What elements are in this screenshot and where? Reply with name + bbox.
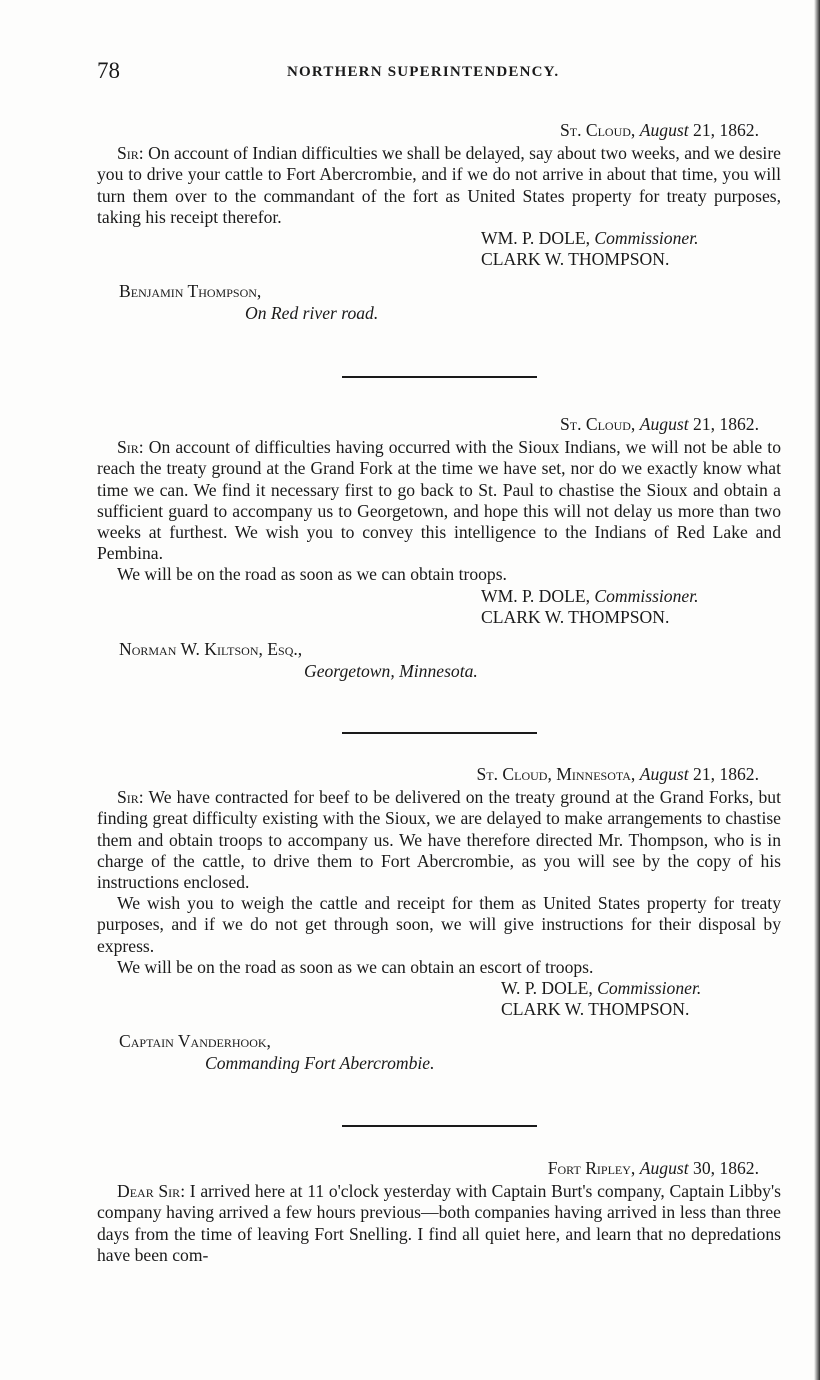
dateline: St. Cloud, Minnesota, August 21, 1862. [476, 764, 759, 784]
addressee-name: Benjamin Thompson, [119, 281, 262, 302]
page-number: 78 [97, 58, 120, 83]
addressee-place: Commanding Fort Abercrombie. [205, 1053, 435, 1074]
salutation: Dear Sir [117, 1181, 181, 1202]
paragraph: Dear Sir: I arrived here at 11 o'clock yesterday with Captain Burt's company, Captain Libby's company having arrived a few hours previous—both companies having arrived in less than three days from the time of leaving Fort Snelling. I find all quiet here, and learn that no depredations have been com- [97, 1181, 781, 1265]
addressee-place: On Red river road. [245, 303, 379, 324]
letter-body [97, 437, 781, 585]
addressee [97, 1030, 781, 1074]
section-divider [342, 732, 537, 734]
letter-body [97, 1181, 781, 1266]
salutation: Sir [117, 437, 139, 458]
signature: W. P. DOLE, Commissioner. [501, 978, 702, 999]
signature: WM. P. DOLE, Commissioner. [481, 585, 699, 606]
page-edge [814, 0, 820, 1380]
letter-1 [97, 120, 781, 324]
letter-3 [97, 764, 781, 1074]
signature: CLARK W. THOMPSON. [501, 999, 690, 1020]
paragraph: Sir: On account of difficulties having occurred with the Sioux Indians, we will not be able to reach the treaty ground at the Grand Fork at the time we have set, nor do we exactly know what time we can. We find it necessary first to go back to St. Paul to chastise the Sioux and obtain a sufficient guard to accompany us to Georgetown, and hope this will not delay us more than two weeks at furthest. We wish you to convey this intelligence to the Indians of Red Lake and Pembina. [97, 437, 781, 564]
dateline: St. Cloud, August 21, 1862. [559, 414, 759, 434]
addressee-name: Captain Vanderhook, [119, 1031, 271, 1052]
paragraph: We will be on the road as soon as we can obtain an escort of troops. [117, 956, 594, 977]
addressee-name: Norman W. Kiltson, Esq., [119, 638, 303, 659]
signature-block [97, 978, 781, 1020]
salutation: Sir [117, 143, 139, 164]
letter-body [97, 143, 781, 228]
dateline: St. Cloud, August 21, 1862. [559, 120, 759, 140]
running-head [97, 58, 761, 88]
letter-2 [97, 414, 781, 682]
salutation: Sir [117, 787, 139, 808]
paragraph: Sir: We have contracted for beef to be delivered on the treaty ground at the Grand Forks, but finding great difficulty existing with the Sioux, we are delayed to make arrangements to chastise them and obtain troops to accompany us. We have therefore directed Mr. Thompson, who is in charge of the cattle, to drive them to Fort Abercrombie, as you will see by the copy of his instructions enclosed. [97, 787, 781, 893]
paragraph: We will be on the road as soon as we can obtain troops. [117, 564, 507, 585]
signature: WM. P. DOLE, Commissioner. [481, 228, 699, 249]
running-title: NORTHERN SUPERINTENDENCY. [287, 64, 560, 80]
signature-block [97, 586, 781, 628]
section-divider [342, 376, 537, 378]
addressee [97, 638, 781, 682]
paragraph: Sir: On account of Indian difficulties we shall be delayed, say about two weeks, and we desire you to drive your cattle to Fort Abercrombie, and if we do not arrive in about that time, you will turn them over to the commandant of the fort as United States property for treaty purposes, taking his receipt therefor. [97, 143, 781, 227]
section-divider [342, 1125, 537, 1127]
paragraph: We wish you to weigh the cattle and receipt for them as United States property for treaty purposes, and if we do not get through soon, we will give instructions for their disposal by express. [97, 893, 781, 956]
signature: CLARK W. THOMPSON. [481, 606, 670, 627]
signature-block [97, 228, 781, 270]
letter-4 [97, 1158, 781, 1266]
letter-body [97, 787, 781, 978]
addressee [97, 280, 781, 324]
addressee-place: Georgetown, Minnesota. [304, 660, 478, 681]
dateline: Fort Ripley, August 30, 1862. [547, 1158, 759, 1178]
signature: CLARK W. THOMPSON. [481, 249, 670, 270]
